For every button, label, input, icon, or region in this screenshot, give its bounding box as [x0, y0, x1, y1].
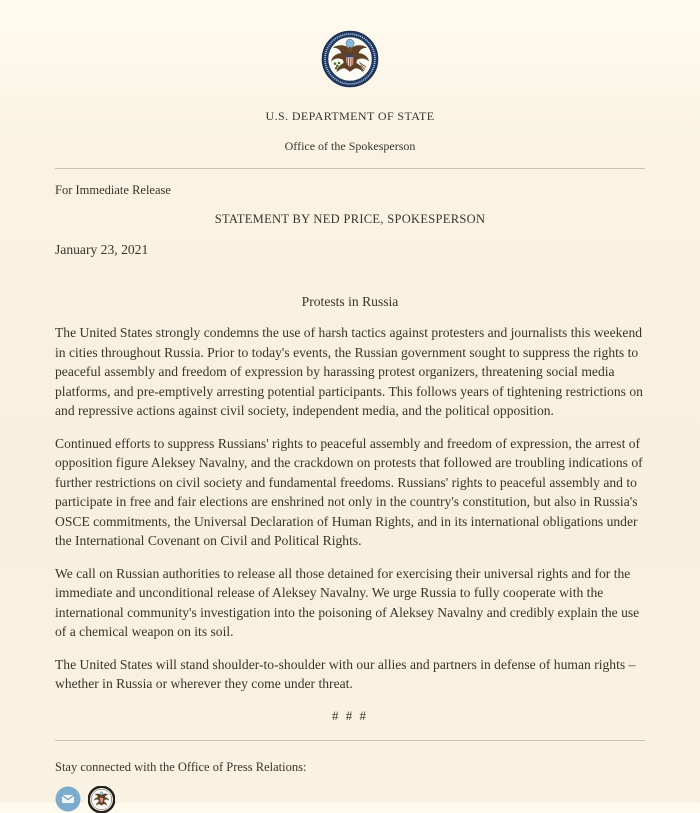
state-department-link[interactable]	[88, 786, 115, 813]
body-paragraph-3: We call on Russian authorities to release all those detained for exercising their universal rights and for the immediate and unconditional release of Aleksey Navalny. We urge Russia to fully cooperate with the international community's investigation into the poisoning of Aleksey Navalny and credibly explain the use of a chemical weapon on its soil.	[55, 565, 640, 639]
footer-stay-connected-text: Stay connected with the Office of Press Relations:	[55, 759, 307, 774]
state-seal-icon	[88, 786, 115, 813]
us-department-of-state-seal-icon	[321, 30, 379, 88]
office-name: Office of the Spokesperson	[284, 139, 416, 153]
header-divider	[55, 168, 645, 169]
statement-byline: STATEMENT BY NED PRICE, SPOKESPERSON	[214, 212, 486, 226]
header-seal	[55, 30, 645, 93]
release-type-label: For Immediate Release	[55, 183, 171, 197]
end-of-release-mark: # # #	[332, 707, 368, 723]
body-paragraph-2: Continued efforts to suppress Russians' rights to peaceful assembly and freedom of expression, the arrest of opposition figure Aleksey Navalny, and the crackdown on protests that followed are troubling indications of further restrictions on civil society and fundamental freedoms. Russians' rights to peaceful assembly and to participate in free and fair elections are enshrined not only in the country's constitution, but also in Russia's OSCE commitments, the Universal Declaration of Human Rights, and in its international obligations under the International Covenant on Civil and Political Rights.	[55, 435, 643, 548]
footer-divider	[55, 740, 645, 741]
release-date: January 23, 2021	[55, 242, 149, 257]
body-paragraph-4: The United States will stand shoulder-to-shoulder with our allies and partners in defense of human rights – whether in Russia or wherever they come under threat.	[55, 656, 636, 691]
agency-name: U.S. DEPARTMENT OF STATE	[265, 109, 435, 123]
body-paragraph-1: The United States strongly condemns the use of harsh tactics against protesters and journalists this weekend in cities throughout Russia. Prior to today's events, the Russian government sought to suppress the rights to peaceful assembly and freedom of expression by harassing protest organizers, threatening social media platforms, and pre-emptively arresting potential participants. This follows years of tightening restrictions on and repressive actions against civil society, independent media, and the political opposition.	[55, 325, 643, 418]
footer-social-icons	[55, 786, 645, 813]
email-link[interactable]	[55, 786, 81, 812]
press-release-page	[0, 30, 700, 813]
email-icon	[55, 786, 81, 812]
document-title: Protests in Russia	[301, 294, 399, 309]
